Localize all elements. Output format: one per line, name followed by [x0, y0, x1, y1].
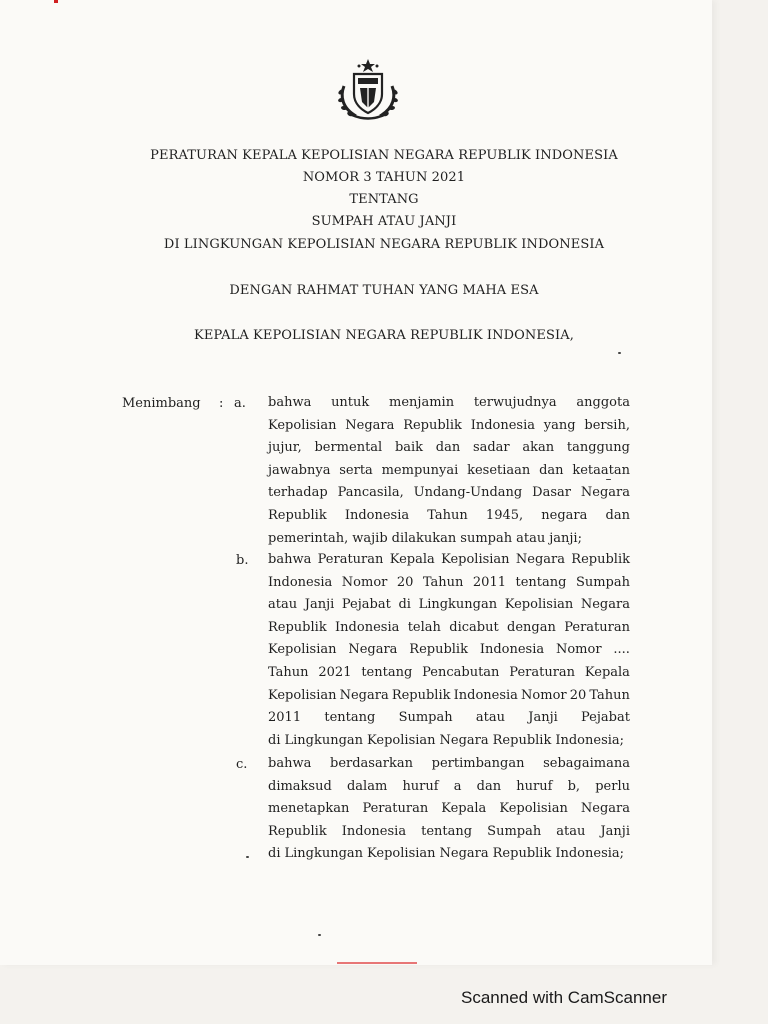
paragraph-line: bahwa untuk menjamin terwujudnya anggota: [268, 395, 630, 410]
scan-mark: [54, 0, 58, 3]
regulation-scope: DI LINGKUNGAN KEPOLISIAN NEGARA REPUBLIK INDONESIA: [163, 237, 605, 252]
regulation-about: TENTANG: [349, 192, 419, 207]
item-marker: c.: [236, 757, 248, 772]
paragraph-line: dimaksud dalam huruf a dan huruf b, perlu: [268, 778, 630, 794]
regulation-number: NOMOR 3 TAHUN 2021: [302, 170, 466, 185]
paragraph-line: Republik Indonesia Tahun 1945, negara dan: [268, 507, 630, 523]
paragraph-line: jujur, bermental baik dan sadar akan tanggung: [268, 440, 630, 456]
paragraph-line: 2011 tentang Sumpah atau Janji Pejabat: [268, 710, 630, 726]
paragraph-line: di Lingkungan Kepolisian Negara Republik Indonesia;: [268, 732, 625, 748]
paragraph-line: Republik Indonesia tentang Sumpah atau Janji: [268, 823, 630, 839]
regulation-title: PERATURAN KEPALA KEPOLISIAN NEGARA REPUBLIK INDONESIA: [150, 148, 618, 163]
item-marker: b.: [236, 553, 249, 568]
scan-speck: [618, 352, 621, 354]
scanner-watermark: Scanned with CamScanner: [461, 988, 668, 1007]
paragraph-line: menetapkan Peraturan Kepala Kepolisian Negara: [268, 801, 630, 817]
scan-speck: [318, 934, 321, 936]
regulation-subject: SUMPAH ATAU JANJI: [311, 214, 457, 229]
paragraph-line: Kepolisian Negara Republik Indonesia Nomor ....: [268, 642, 630, 658]
considering-colon: :: [219, 396, 224, 411]
item-marker: a.: [234, 396, 246, 411]
scan-speck: [246, 856, 249, 858]
considering-item-c: [268, 753, 630, 866]
scan-mark: [337, 962, 417, 964]
paragraph-line: pemerintah, wajib dilakukan sumpah atau janji;: [268, 530, 582, 546]
police-emblem-icon: [330, 58, 406, 122]
paragraph-line: Indonesia Nomor 20 Tahun 2011 tentang Sumpah: [268, 574, 630, 590]
paragraph-line: bahwa berdasarkan pertimbangan sebagaimana: [268, 756, 630, 771]
considering-item-a: [268, 392, 630, 550]
paragraph-line: Republik Indonesia telah dicabut dengan Peraturan: [268, 619, 630, 635]
paragraph-line: jawabnya serta mempunyai kesetiaan dan ketaatan: [268, 462, 630, 478]
paragraph-line: bahwa Peraturan Kepala Kepolisian Negara Republik: [268, 552, 630, 567]
considering-item-b: [268, 549, 630, 752]
issuer-line: KEPALA KEPOLISIAN NEGARA REPUBLIK INDONESIA,: [194, 328, 574, 343]
paragraph-line: Kepolisian Negara Republik Indonesia Nomor 20 Tahun: [268, 687, 630, 703]
blessing-line: DENGAN RAHMAT TUHAN YANG MAHA ESA: [229, 283, 539, 298]
paragraph-line: di Lingkungan Kepolisian Negara Republik Indonesia;: [268, 846, 625, 862]
considering-label: Menimbang: [122, 396, 201, 411]
paragraph-line: atau Janji Pejabat di Lingkungan Kepolisian Negara: [268, 597, 630, 613]
paragraph-line: Tahun 2021 tentang Pencabutan Peraturan Kepala: [268, 664, 630, 680]
paragraph-line: terhadap Pancasila, Undang-Undang Dasar Negara: [268, 485, 630, 501]
paragraph-line: Kepolisian Negara Republik Indonesia yang bersih,: [268, 417, 630, 433]
